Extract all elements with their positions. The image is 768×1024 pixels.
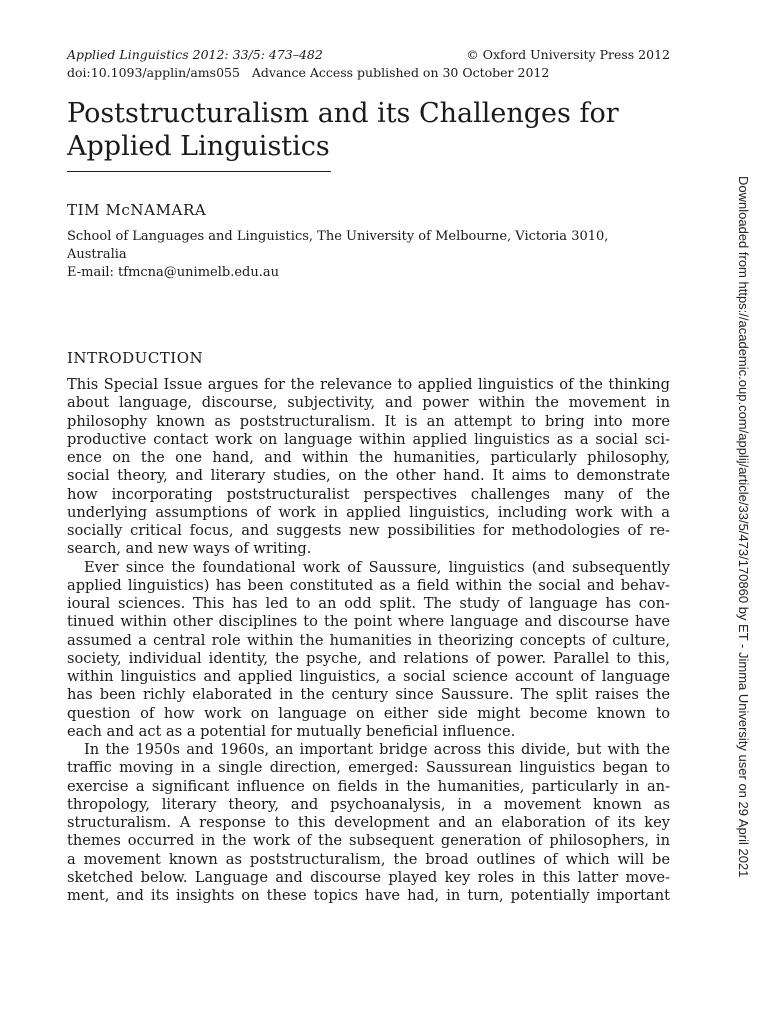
body-line: each and act as a potential for mutually beneficial influence. xyxy=(67,722,516,740)
body-line: Ever since the foundational work of Saussure, linguistics (and subsequently xyxy=(84,558,670,576)
author-email: E-mail: tfmcna@unimelb.edu.au xyxy=(67,265,279,280)
body-line: themes occurred in the work of the subsequent generation of philosophers, in xyxy=(67,832,670,850)
body-line: ment, and its insights on these topics have had, in turn, potentially important xyxy=(67,887,670,904)
copyright-notice: © Oxford University Press 2012 xyxy=(466,47,670,62)
body-line: a movement known as poststructuralism, the broad outlines of which will be xyxy=(67,850,670,868)
body-line: This Special Issue argues for the relevance to applied linguistics of the thinking xyxy=(67,376,670,393)
doi-line: doi:10.1093/applin/ams055 Advance Access published on 30 October 2012 xyxy=(67,65,550,80)
body-line: search, and new ways of writing. xyxy=(67,540,312,558)
body-line: traffic moving in a single direction, emerged: Saussurean linguistics began to xyxy=(67,759,670,777)
section-heading: INTRODUCTION xyxy=(67,349,204,367)
title-line-1: Poststructuralism and its Challenges for xyxy=(67,98,619,129)
affiliation-line: School of Languages and Linguistics, The University of Melbourne, Victoria 3010, xyxy=(67,229,609,244)
body-line: socially critical focus, and suggests new possibilities for methodologies of re- xyxy=(67,522,670,539)
body-line: ioural sciences. This has led to an odd split. The study of language has con- xyxy=(67,595,670,612)
body-line: In the 1950s and 1960s, an important bridge across this divide, but with the xyxy=(84,741,670,758)
title-divider xyxy=(67,171,331,172)
body-line: question of how work on language on either side might become known to xyxy=(67,704,670,722)
affiliation-line: Australia xyxy=(67,247,127,262)
body-line: assumed a central role within the humanities in theorizing concepts of culture, xyxy=(67,631,670,649)
body-line: how incorporating poststructuralist perspectives challenges many of the xyxy=(67,485,670,503)
article-title xyxy=(67,97,687,163)
download-watermark: Downloaded from https://academic.oup.com/applij/article/33/5/473/170860 by ET - Jimma University user on 29 April 2021 xyxy=(736,176,751,878)
body-line: within linguistics and applied linguistics, a social science account of language xyxy=(67,668,670,685)
body-line: structuralism. A response to this development and an elaboration of its key xyxy=(67,814,670,831)
body-line: social theory, and literary studies, on the other hand. It aims to demonstrate xyxy=(67,467,670,485)
body-line: productive contact work on language within applied linguistics as a social sci- xyxy=(67,430,670,448)
body-line: thropology, literary theory, and psychoanalysis, in a movement known as xyxy=(67,795,670,813)
body-line: ence on the one hand, and within the humanities, particularly philosophy, xyxy=(67,449,670,466)
journal-citation: Applied Linguistics 2012: 33/5: 473–482 xyxy=(67,47,323,62)
body-line: applied linguistics) has been constituted as a field within the social and behav- xyxy=(67,576,670,594)
title-line-2: Applied Linguistics xyxy=(67,131,330,162)
body-line: tinued within other disciplines to the point where language and discourse have xyxy=(67,613,670,631)
body-line: underlying assumptions of work in applied linguistics, including work with a xyxy=(67,503,670,521)
article-body xyxy=(67,376,670,905)
body-line: society, individual identity, the psyche, and relations of power. Parallel to this, xyxy=(67,649,670,667)
body-line: philosophy known as poststructuralism. It is an attempt to bring into more xyxy=(67,412,670,430)
body-line: has been richly elaborated in the century since Saussure. The split raises the xyxy=(67,686,670,704)
author-affiliation xyxy=(67,228,670,282)
author-name: TIM McNAMARA xyxy=(67,201,207,219)
body-line: sketched below. Language and discourse played key roles in this latter move- xyxy=(67,868,670,886)
body-line: about language, discourse, subjectivity, and power within the movement in xyxy=(67,394,670,412)
running-header xyxy=(67,46,670,64)
body-line: exercise a significant influence on fields in the humanities, particularly in an- xyxy=(67,777,670,795)
